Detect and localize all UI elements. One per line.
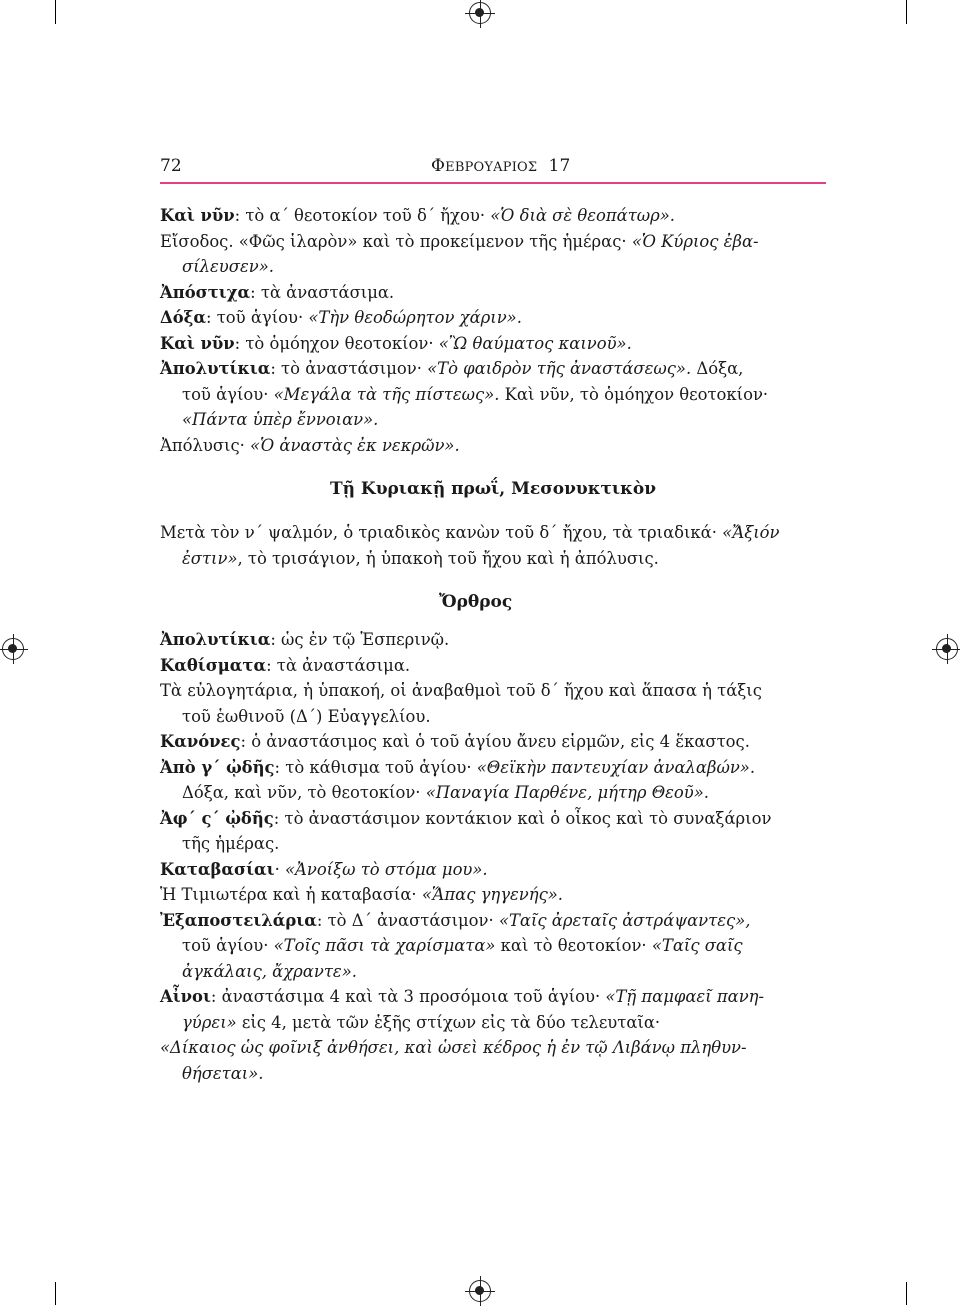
registration-mark-icon (469, 2, 491, 24)
text-line: Τὰ εὐλογητάρια, ἡ ὑπακοή, οἱ ἀναβαθμοὶ τοῦ δ΄ ἤχου καὶ ἅπασα ἡ τάξις (160, 681, 762, 700)
text-line: Ἀπολυτίκια: τὸ ἀναστάσιμον· «Τὸ φαιδρὸν τῆς ἀναστάσεως». Δόξα, (160, 359, 744, 378)
text-line: «Πάντα ὑπὲρ ἔννοιαν». (182, 410, 379, 429)
text-line: Ἐξαποστειλάρια: τὸ Δ΄ ἀναστάσιμον· «Ταῖς ἀρεταῖς ἀστράψαντες», (160, 910, 751, 930)
text-line: Δόξα, καὶ νῦν, τὸ θεοτοκίον· «Παναγία Παρθένε, μήτηρ Θεοῦ». (182, 783, 709, 802)
text-line: ἀγκάλαις, ἄχραντε». (182, 961, 357, 981)
spacer (160, 504, 826, 520)
text-line: Ἀπολυτίκια: ὡς ἐν τῷ Ἑσπερινῷ. (160, 630, 450, 649)
spacer (160, 458, 826, 474)
text-line: Μετὰ τὸν ν΄ ψαλμόν, ὁ τριαδικὸς κανὼν τοῦ δ΄ ἤχου, τὰ τριαδικά· «Ἄξιόν (160, 523, 780, 542)
registration-mark-icon (2, 638, 24, 660)
crop-mark-bottom-right (906, 1282, 907, 1305)
text-line: τῆς ἡμέρας. (182, 834, 280, 853)
text-line: τοῦ ἑωθινοῦ (Δ΄) Εὐαγγελίου. (182, 706, 431, 726)
section-heading-midnight: Τῇ Κυριακῇ πρωΐ, Μεσονυκτικὸν (329, 479, 657, 499)
text-line: Ἀπὸ γ΄ ᾠδῆς: τὸ κάθισμα τοῦ ἁγίου· «Θεϊκὴν παντευχίαν ἀναλαβών». (160, 757, 756, 777)
section-heading-orthros: Ὄρθρος (439, 592, 513, 612)
text-line: τοῦ ἁγίου· «Μεγάλα τὰ τῆς πίστεως». Καὶ νῦν, τὸ ὁμόηχον θεοτοκίον· (182, 384, 769, 404)
month-initial: Φ (431, 156, 446, 176)
text-line: Καὶ νῦν: τὸ ὁμόηχον θεοτοκίον· «Ὢ θαύματος καινοῦ». (160, 333, 632, 353)
running-header (160, 156, 826, 182)
text-line: Ἡ Τιμιωτέρα καὶ ἡ καταβασία· «Ἅπας γηγενής». (160, 885, 564, 904)
text-line: ἐστιν», τὸ τρισάγιον, ἡ ὑπακοὴ τοῦ ἤχου καὶ ἡ ἀπόλυσις. (182, 548, 659, 568)
registration-mark-icon (469, 1280, 491, 1302)
text-line: σίλευσεν». (182, 257, 274, 276)
text-line: Καθίσματα: τὰ ἀναστάσιμα. (160, 655, 411, 675)
crop-mark-bottom-left (55, 1282, 56, 1305)
text-line: Ἀπόστιχα: τὰ ἀναστάσιμα. (160, 282, 395, 302)
text-line: Κανόνες: ὁ ἀναστάσιμος καὶ ὁ τοῦ ἁγίου ἄνευ εἱρμῶν, εἰς 4 ἕκαστος. (160, 732, 750, 751)
registration-mark-icon (936, 638, 958, 660)
spacer (160, 617, 826, 627)
text-line: Καὶ νῦν: τὸ α΄ θεοτοκίον τοῦ δ΄ ἤχου· «Ὁ διὰ σὲ θεοπάτωρ». (160, 206, 676, 225)
spacer (160, 571, 826, 587)
text-line: Εἴσοδος. «Φῶς ἱλαρὸν» καὶ τὸ προκείμενον τῆς ἡμέρας· «Ὁ Κύριος ἐβα- (160, 231, 759, 251)
text-line: Ἀφ΄ ς΄ ᾠδῆς: τὸ ἀναστάσιμον κοντάκιον καὶ ὁ οἶκος καὶ τὸ συναξάριον (160, 808, 772, 828)
text-line: Καταβασίαι· «Ἀνοίξω τὸ στόμα μου». (160, 859, 488, 879)
text-line: Ἀπόλυσις· «Ὁ ἀναστὰς ἐκ νεκρῶν». (160, 435, 460, 455)
page-body (160, 203, 826, 1086)
crop-mark-top-left (55, 0, 56, 24)
header-rule (160, 182, 826, 184)
text-line: Δόξα: τοῦ ἁγίου· «Τὴν θεοδώρητον χάριν». (160, 308, 522, 327)
text-line: «Δίκαιος ὡς φοῖνιξ ἀνθήσει, καὶ ὡσεὶ κέδρος ἡ ἐν τῷ Λιβάνῳ πληθυν- (160, 1038, 747, 1057)
text-line: γύρει» εἰς 4, μετὰ τῶν ἑξῆς στίχων εἰς τὰ δύο τελευταῖα· (182, 1012, 661, 1032)
crop-mark-top-right (906, 0, 907, 24)
page-number: 72 (160, 156, 182, 176)
text-line: θήσεται». (182, 1063, 264, 1083)
text-line: τοῦ ἁγίου· «Τοῖς πᾶσι τὰ χαρίσματα» καὶ τὸ θεοτοκίον· «Ταῖς σαῖς (182, 936, 743, 955)
month-rest: ΕΒΡΟΥΑΡΙΟΣ (445, 160, 538, 175)
day-number: 17 (548, 156, 571, 176)
text-line: Αἶνοι: ἀναστάσιμα 4 καὶ τὰ 3 προσόμοια τοῦ ἁγίου· «Τῇ παμφαεῖ πανη- (160, 987, 765, 1006)
running-title (431, 156, 571, 176)
